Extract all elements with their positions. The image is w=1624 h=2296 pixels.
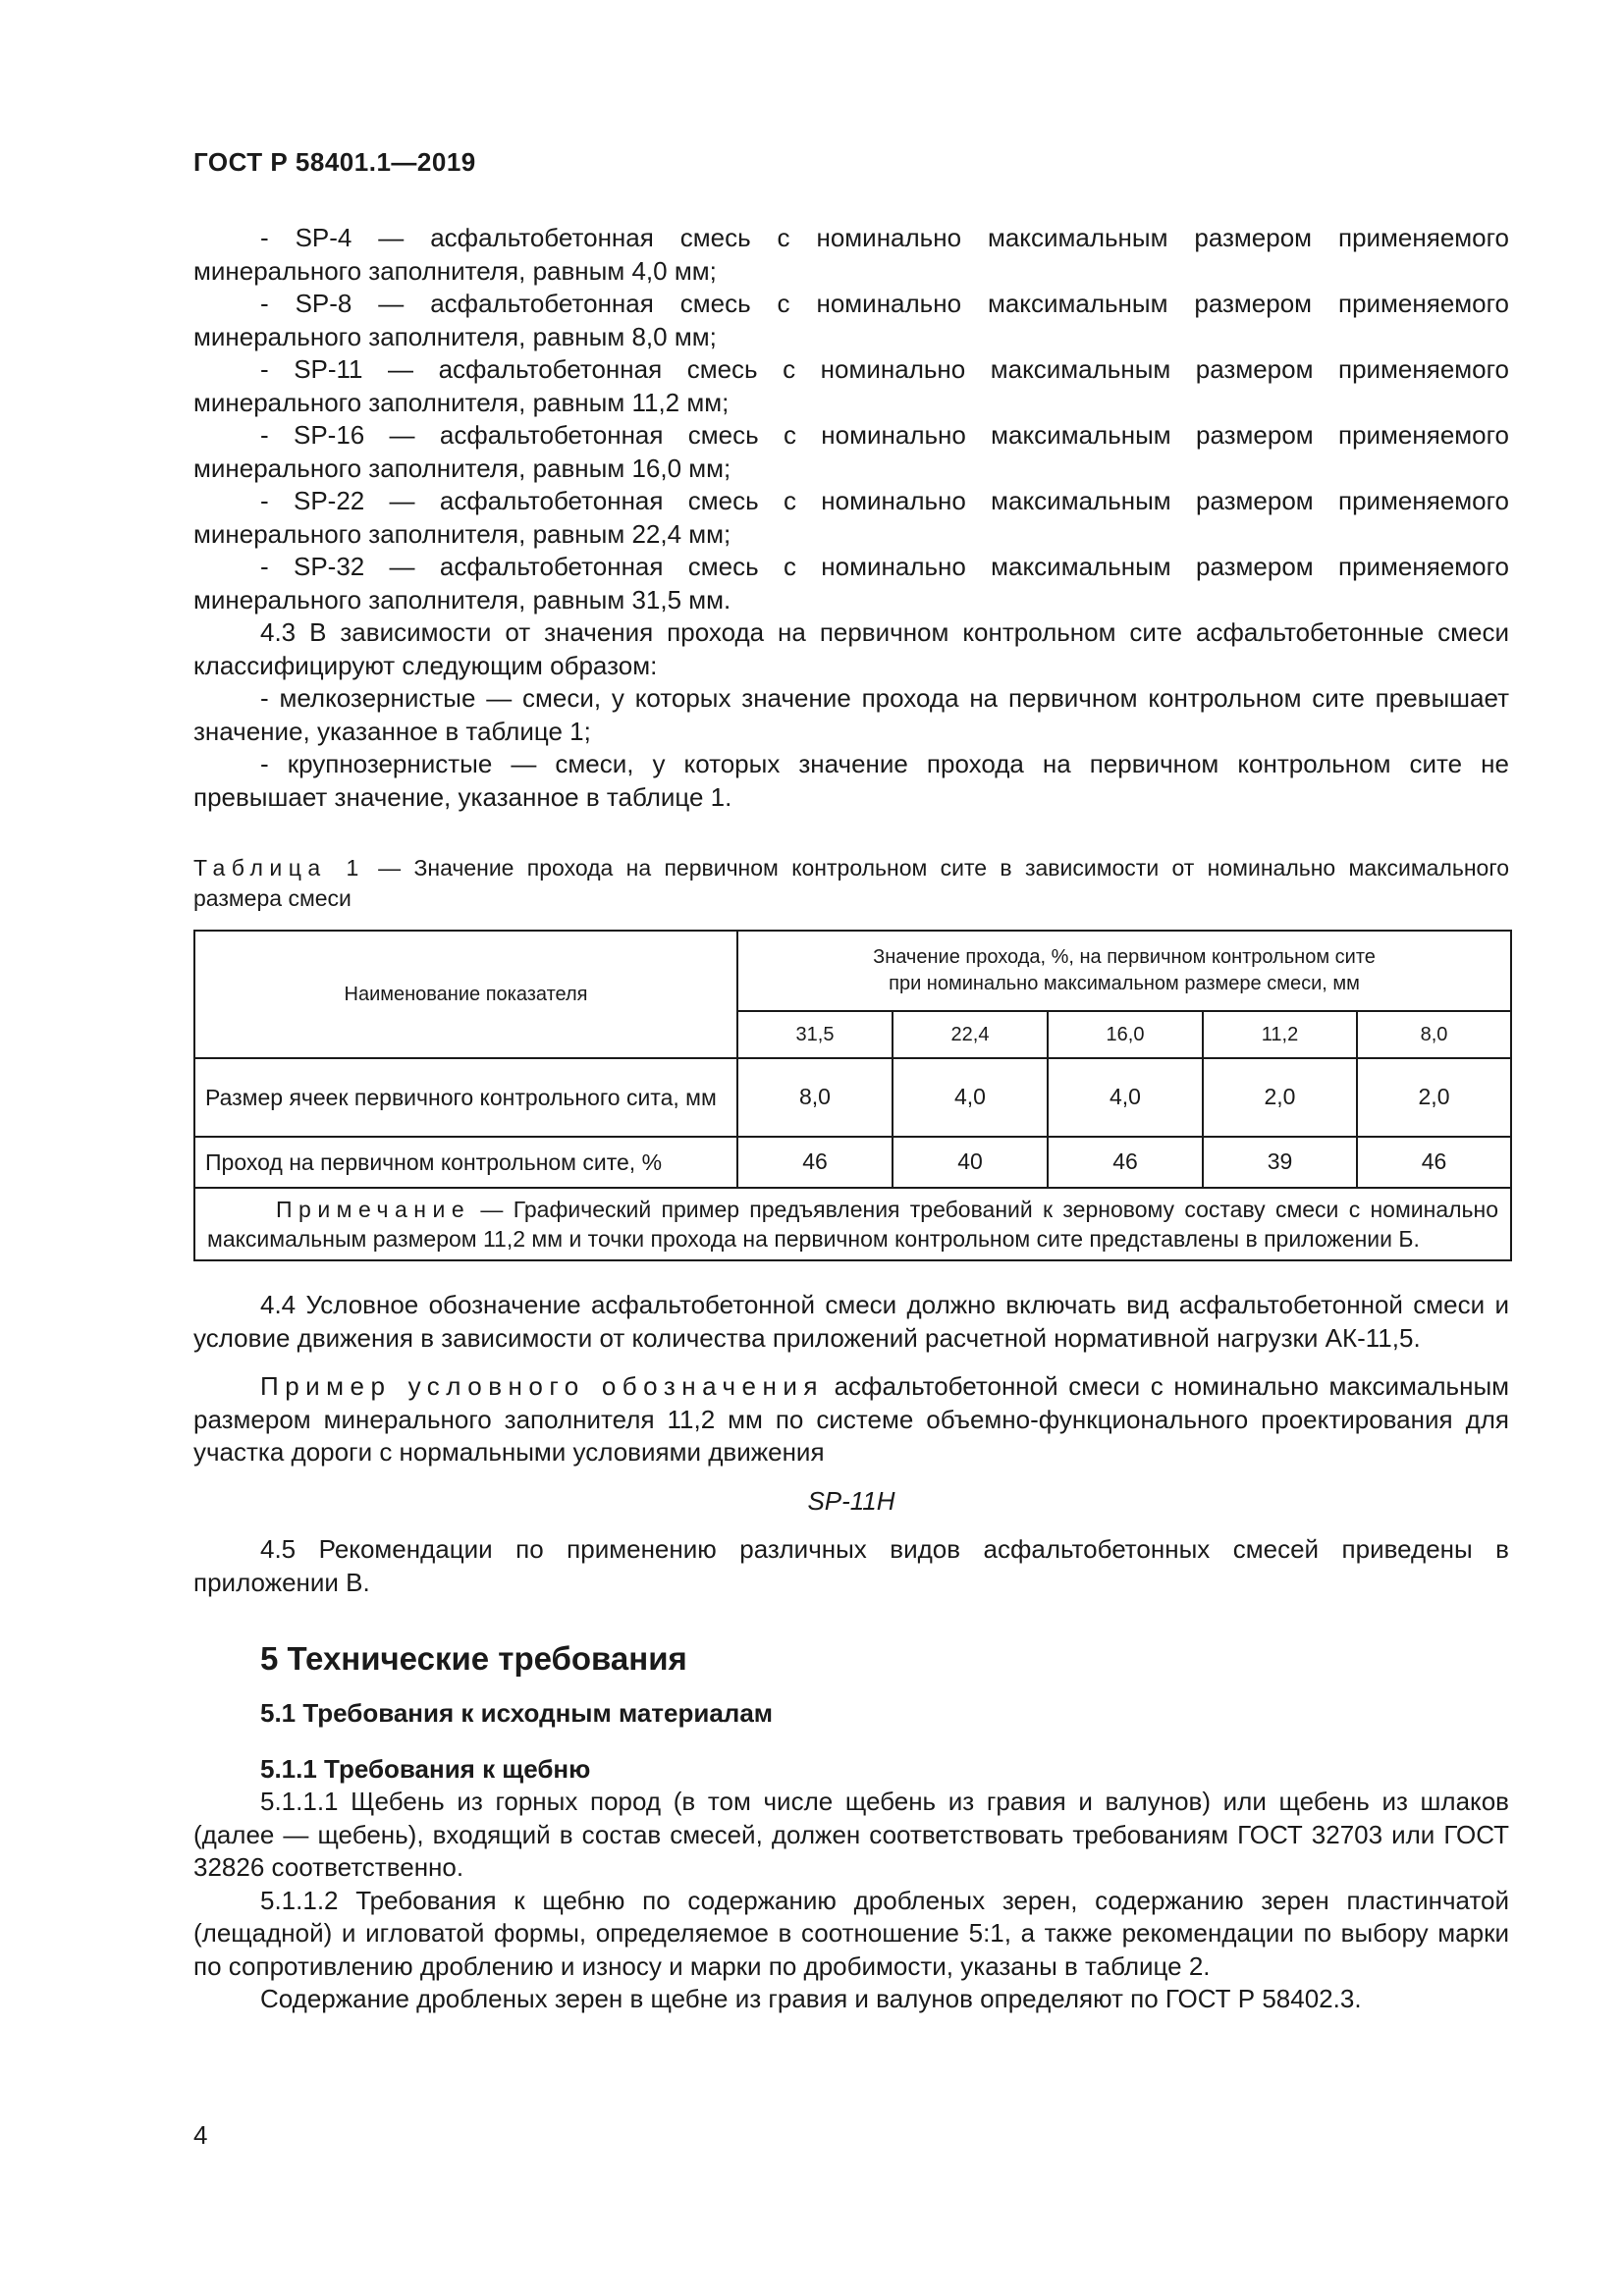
table-note xyxy=(194,1188,1511,1260)
section-5-title: 5 Технические требования xyxy=(260,1640,687,1677)
list-item: - SP-32 — асфальтобетонная смесь с номинально максимальным размером применяемого минерального заполнителя, равным 31,5 мм. xyxy=(193,552,1509,614)
table-header-group-line1: Значение прохода, %, на первичном контрольном сите xyxy=(873,946,1376,968)
table-caption-label: Таблица 1 xyxy=(193,855,365,881)
table-note-label: Примечание xyxy=(276,1197,471,1222)
list-item: - SP-16 — асфальтобетонная смесь с номинально максимальным размером применяемого минерального заполнителя, равным 16,0 мм; xyxy=(193,420,1509,483)
table-cell: 8,0 xyxy=(737,1058,893,1137)
paragraph-4-3: 4.3 В зависимости от значения прохода на первичном контрольном сите асфальтобетонные смеси классифицируют следующим образом: xyxy=(193,617,1509,680)
section-5-1-title: 5.1 Требования к исходным материалам xyxy=(260,1698,774,1728)
table-header-size: 11,2 xyxy=(1203,1011,1357,1058)
paragraph-5-1-1-2: 5.1.1.2 Требования к щебню по содержанию дробленых зерен, содержанию зерен пластинчатой (лещадной) и игловатой формы, определяемое в соотношение 5:1, а также рекомендации по выбору марки по сопротивлению дроблению и износу и марки по дробимости, указаны в таблице 2. xyxy=(193,1885,1509,1981)
paragraph-crushed-grains: Содержание дробленых зерен в щебне из гравия и валунов определяют по ГОСТ Р 58402.3. xyxy=(260,1984,1362,2013)
table-cell: 39 xyxy=(1203,1137,1357,1188)
example-paragraph xyxy=(193,1370,1509,1469)
example-label: Пример условного обозначения xyxy=(260,1371,824,1401)
page-number: 4 xyxy=(193,2120,208,2150)
table-caption xyxy=(193,853,1509,914)
list-item: - SP-11 — асфальтобетонная смесь с номинально максимальным размером применяемого минерального заполнителя, равным 11,2 мм; xyxy=(193,354,1509,417)
table-header-size: 22,4 xyxy=(893,1011,1048,1058)
table-row-label: Проход на первичном контрольном сите, % xyxy=(194,1137,737,1188)
table-cell: 4,0 xyxy=(893,1058,1048,1137)
example-code: SP-11H xyxy=(807,1485,895,1516)
table-row xyxy=(194,1058,1511,1137)
table-cell: 2,0 xyxy=(1203,1058,1357,1137)
list-item: - SP-4 — асфальтобетонная смесь с номинально максимальным размером применяемого минерального заполнителя, равным 4,0 мм; xyxy=(193,223,1509,286)
table-header-size: 16,0 xyxy=(1048,1011,1203,1058)
document-header: ГОСТ Р 58401.1—2019 xyxy=(193,147,476,177)
example-text: асфальтобетонной смеси с номинально максимальным размером минерального заполнителя 11,2 мм по системе объемно-функционального проектирования для участка дороги с нормальными условиями движения xyxy=(193,1371,1510,1467)
table-cell: 40 xyxy=(893,1137,1048,1188)
paragraph-5-1-1-1: 5.1.1.1 Щебень из горных пород (в том числе щебень из гравия и валунов) или щебень из шлаков (далее — щебень), входящий в состав смесей, должен соответствовать требованиям ГОСТ 32703 или ГОСТ 32826 соответственно. xyxy=(193,1787,1509,1882)
list-item: - SP-8 — асфальтобетонная смесь с номинально максимальным размером применяемого минерального заполнителя, равным 8,0 мм; xyxy=(193,289,1509,351)
table-cell: 46 xyxy=(737,1137,893,1188)
table-note-text: — Графический пример предъявления требований к зерновому составу смеси с номинально максимальным размером 11,2 мм и точки прохода на первичном контрольном сите представлены в приложении Б. xyxy=(207,1197,1499,1252)
table-header-size: 8,0 xyxy=(1357,1011,1511,1058)
table-header-group xyxy=(737,931,1511,1011)
section-5-1-1-title: 5.1.1 Требования к щебню xyxy=(260,1754,591,1784)
list-item: - крупнозернистые — смеси, у которых значение прохода на первичном контрольном сите не превышает значение, указанное в таблице 1. xyxy=(193,749,1509,812)
list-item: - SP-22 — асфальтобетонная смесь с номинально максимальным размером применяемого минерального заполнителя, равным 22,4 мм; xyxy=(193,486,1509,549)
table-header-group-line2: при номинально максимальном размере смеси, мм xyxy=(889,973,1360,994)
table-row-label: Размер ячеек первичного контрольного сита, мм xyxy=(194,1058,737,1137)
table-caption-text: — Значение прохода на первичном контрольном сите в зависимости от номинально максимального размера смеси xyxy=(193,855,1509,911)
table-1 xyxy=(193,930,1512,1261)
table-header-name: Наименование показателя xyxy=(194,931,737,1058)
document-body xyxy=(193,222,1509,2016)
table-cell: 46 xyxy=(1357,1137,1511,1188)
paragraph-4-5: 4.5 Рекомендации по применению различных видов асфальтобетонных смесей приведены в приложении В. xyxy=(193,1534,1509,1597)
table-cell: 2,0 xyxy=(1357,1058,1511,1137)
list-item: - мелкозернистые — смеси, у которых значение прохода на первичном контрольном сите превышает значение, указанное в таблице 1; xyxy=(193,683,1509,746)
paragraph-4-4: 4.4 Условное обозначение асфальтобетонной смеси должно включать вид асфальтобетонной смеси и условие движения в зависимости от количества приложений расчетной нормативной нагрузки АК-11,5. xyxy=(193,1290,1509,1353)
table-cell: 4,0 xyxy=(1048,1058,1203,1137)
table-row xyxy=(194,1137,1511,1188)
table-cell: 46 xyxy=(1048,1137,1203,1188)
table-header-size: 31,5 xyxy=(737,1011,893,1058)
